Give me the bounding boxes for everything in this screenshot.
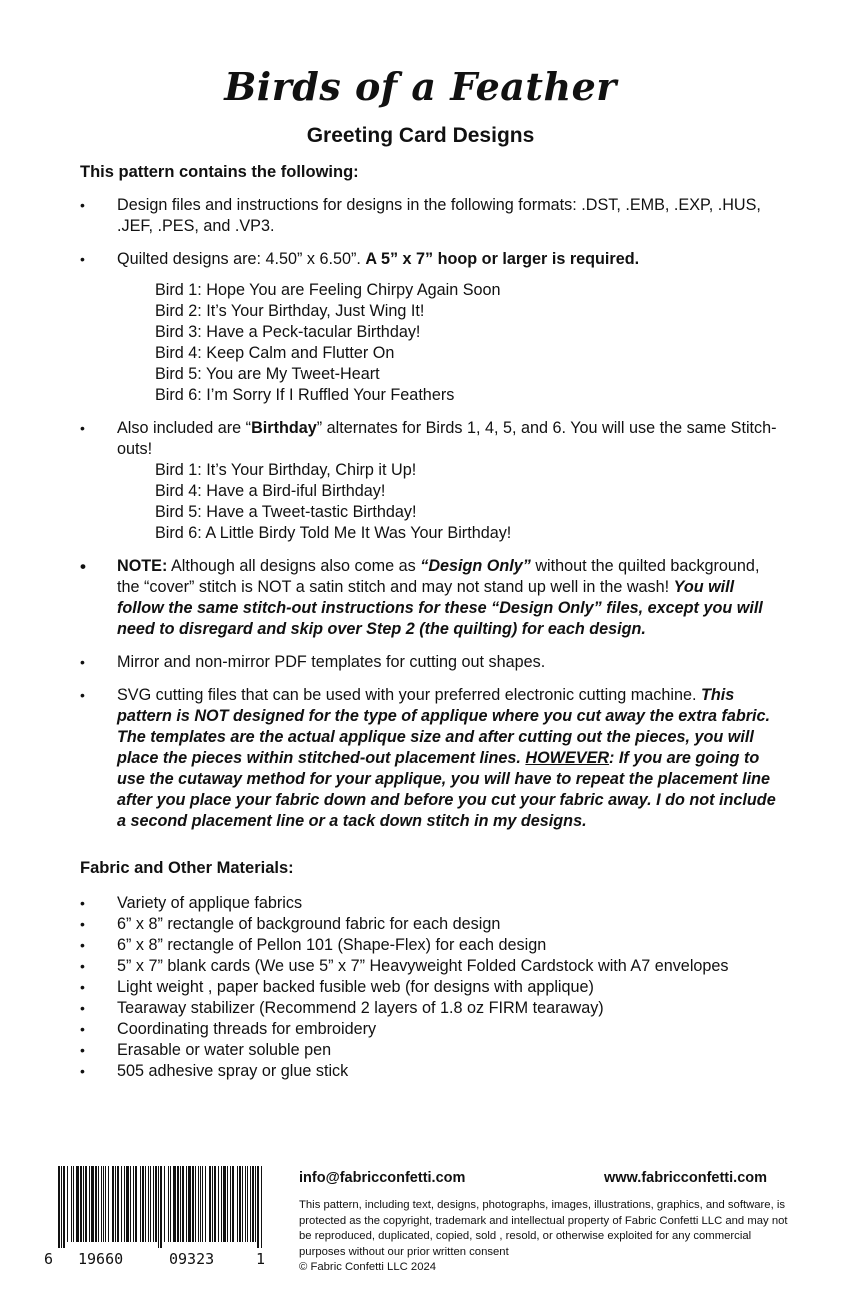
barcode-bar	[252, 1166, 254, 1242]
main-content	[80, 162, 780, 1082]
birthday-bird-list	[155, 460, 780, 544]
list-item: • 505 adhesive spray or glue stick	[80, 1061, 780, 1082]
barcode-bar	[103, 1166, 104, 1242]
barcode-right-digits: 09323	[169, 1250, 215, 1268]
barcode-bar	[202, 1166, 203, 1242]
contents-list	[80, 195, 780, 832]
website-link[interactable]: www.fabricconfetti.com	[604, 1170, 768, 1186]
footer	[0, 1160, 841, 1300]
barcode-bar	[218, 1166, 219, 1242]
barcode-bar	[148, 1166, 149, 1242]
list-item: • 6” x 8” rectangle of Pellon 101 (Shape-Flex) for each design	[80, 935, 780, 956]
barcode-bar	[61, 1166, 62, 1248]
barcode-bar	[108, 1166, 109, 1242]
barcode	[44, 1166, 268, 1276]
list-item: • 5” x 7” blank cards (We use 5” x 7” Heavyweight Folded Cardstock with A7 envelopes	[80, 956, 780, 977]
barcode-bar	[91, 1166, 94, 1242]
list-item: • Light weight , paper backed fusible web (for designs with applique)	[80, 977, 780, 998]
barcode-bar	[237, 1166, 238, 1242]
barcode-bar	[180, 1166, 181, 1242]
barcode-bar	[177, 1166, 179, 1242]
legal-notice	[299, 1198, 799, 1276]
barcode-bar	[214, 1166, 216, 1242]
barcode-bar	[247, 1166, 248, 1242]
list-item: • 6” x 8” rectangle of background fabric for each design	[80, 914, 780, 935]
list-item: • Design files and instructions for designs in the following formats: .DST, .EMB, .EXP, .HUS, .JEF, .PES, and .VP3.	[80, 195, 780, 237]
barcode-bar	[205, 1166, 206, 1242]
barcode-bar	[95, 1166, 97, 1242]
barcode-first-digit: 6	[44, 1250, 54, 1268]
barcode-bar	[239, 1166, 241, 1242]
list-item: • Erasable or water soluble pen	[80, 1040, 780, 1061]
list-item: • Coordinating threads for embroidery	[80, 1019, 780, 1040]
barcode-bar	[142, 1166, 144, 1242]
barcode-bar	[58, 1166, 60, 1248]
barcode-bar	[83, 1166, 84, 1242]
barcode-bar	[158, 1166, 159, 1248]
barcode-bar	[168, 1166, 169, 1242]
barcode-bar	[130, 1166, 131, 1242]
barcode-bar	[73, 1166, 74, 1242]
barcode-bar	[150, 1166, 151, 1242]
list-item: • Tearaway stabilizer (Recommend 2 layers of 1.8 oz FIRM tearaway)	[80, 998, 780, 1019]
barcode-bar	[173, 1166, 176, 1242]
email-link[interactable]: info@fabricconfetti.com	[299, 1170, 466, 1186]
barcode-bar	[186, 1166, 187, 1242]
list-item: • Also included are “Birthday” alternates for Birds 1, 4, 5, and 6. You will use the same Stitch-outs! Bird 1: It’s Your Birthday, Chirp it Up! Bird 4: Have a Bird-iful Birthday! Bird 5: Have a Tweet-tastic Birthday! Bird 6: A Little Birdy Told Me It Was Your Birthday!	[80, 418, 780, 544]
barcode-bar	[101, 1166, 102, 1242]
barcode-last-digit: 1	[256, 1250, 266, 1268]
barcode-bar	[245, 1166, 246, 1242]
barcode-bar	[195, 1166, 196, 1242]
barcode-bar	[242, 1166, 243, 1242]
barcode-bar	[255, 1166, 256, 1242]
list-item: • Mirror and non-mirror PDF templates for cutting out shapes.	[80, 652, 780, 673]
page-title: Birds of a Feather	[224, 64, 617, 109]
barcode-bar	[160, 1166, 162, 1248]
barcode-bar	[209, 1166, 211, 1242]
barcode-bar	[232, 1166, 234, 1242]
bird-line: Bird 3: Have a Peck-tacular Birthday!	[155, 323, 421, 341]
barcode-bar	[124, 1166, 125, 1242]
barcode-bar	[155, 1166, 157, 1242]
bird-line: Bird 2: It’s Your Birthday, Just Wing It!	[155, 302, 425, 320]
barcode-bar	[71, 1166, 72, 1242]
bird-line: Bird 5: Have a Tweet-tastic Birthday!	[155, 503, 417, 521]
barcode-bar	[188, 1166, 191, 1242]
contents-heading: This pattern contains the following:	[80, 163, 359, 181]
materials-heading: Fabric and Other Materials:	[80, 859, 294, 877]
barcode-bar	[135, 1166, 137, 1242]
copyright-text: © Fabric Confetti LLC 2024	[299, 1261, 437, 1273]
barcode-bar	[117, 1166, 119, 1242]
barcode-bar	[153, 1166, 154, 1242]
barcode-bar	[140, 1166, 141, 1242]
barcode-bar	[80, 1166, 82, 1242]
barcode-bar	[133, 1166, 134, 1242]
materials-list	[80, 893, 780, 1082]
barcode-bar	[67, 1166, 68, 1242]
barcode-bar	[170, 1166, 171, 1242]
bird-list	[155, 280, 780, 406]
barcode-bar	[257, 1166, 259, 1248]
bird-line: Bird 4: Keep Calm and Flutter On	[155, 344, 395, 362]
list-item: • SVG cutting files that can be used with your preferred electronic cutting machine. This pattern is NOT designed for the type of applique where you cut away the extra fabric. The templates are the actual applique size and after cutting out the pieces, you will place the pieces within stitched-out placement lines. HOWEVER: If you are going to use the cutaway method for your applique, you will have to repeat the placement line after you place your fabric down and before you cut your fabric away. I do not include a second placement line or a tack down stitch in my designs.	[80, 685, 780, 832]
bird-line: Bird 6: A Little Birdy Told Me It Was Your Birthday!	[155, 524, 512, 542]
barcode-left-digits: 19660	[78, 1250, 124, 1268]
barcode-bar	[227, 1166, 228, 1242]
note-item: • NOTE: Although all designs also come as “Design Only” without the quilted background, the “cover” stitch is NOT a satin stitch and may not stand up well in the wash! You will follow the same stitch-out instructions for these “Design Only” files, except you will need to disregard and skip over Step 2 (the quilting) for each design.	[80, 556, 780, 640]
barcode-bar	[121, 1166, 122, 1242]
bird-line: Bird 1: It’s Your Birthday, Chirp it Up!	[155, 461, 417, 479]
barcode-bar	[126, 1166, 129, 1242]
barcode-bar	[85, 1166, 87, 1242]
barcode-bar	[221, 1166, 222, 1242]
barcode-bar	[261, 1166, 262, 1248]
barcode-bar	[192, 1166, 194, 1242]
bird-line: Bird 5: You are My Tweet-Heart	[155, 365, 380, 383]
barcode-bar	[145, 1166, 146, 1242]
list-item: • Variety of applique fabrics	[80, 893, 780, 914]
barcode-bar	[230, 1166, 231, 1242]
barcode-bar	[250, 1166, 251, 1242]
barcode-bar	[63, 1166, 65, 1248]
bird-line: Bird 6: I’m Sorry If I Ruffled Your Feathers	[155, 386, 455, 404]
barcode-bar	[115, 1166, 116, 1242]
bird-line: Bird 4: Have a Bird-iful Birthday!	[155, 482, 386, 500]
barcode-bar	[223, 1166, 226, 1242]
barcode-bar	[89, 1166, 90, 1242]
barcode-bars	[58, 1166, 264, 1248]
barcode-bar	[105, 1166, 106, 1242]
legal-text: This pattern, including text, designs, photographs, images, illustrations, graphics, and software, is protected as the copyright, trademark and intellectual property of Fabric Confetti LLC and may not be reproduced, duplicated, copied, sold , resold, or otherwise exploited for any commercial purposes without our prior written consent	[299, 1199, 788, 1258]
page-subtitle: Greeting Card Designs	[306, 124, 535, 147]
barcode-bar	[112, 1166, 114, 1242]
list-item: • Quilted designs are: 4.50” x 6.50”. A 5” x 7” hoop or larger is required. Bird 1: Hope You are Feeling Chirpy Again Soon Bird 2: It’s Your Birthday, Just Wing It! Bird 3: Have a Peck-tacular Birthday! Bird 4: Keep Calm and Flutter On Bird 5: You are My Tweet-Heart Bird 6: I’m Sorry If I Ruffled Your Feathers	[80, 249, 780, 406]
barcode-bar	[98, 1166, 99, 1242]
barcode-bar	[76, 1166, 79, 1242]
barcode-bar	[164, 1166, 165, 1242]
barcode-bar	[212, 1166, 213, 1242]
barcode-bar	[182, 1166, 184, 1242]
bird-line: Bird 1: Hope You are Feeling Chirpy Again Soon	[155, 281, 501, 299]
barcode-bar	[198, 1166, 199, 1242]
barcode-bar	[200, 1166, 201, 1242]
